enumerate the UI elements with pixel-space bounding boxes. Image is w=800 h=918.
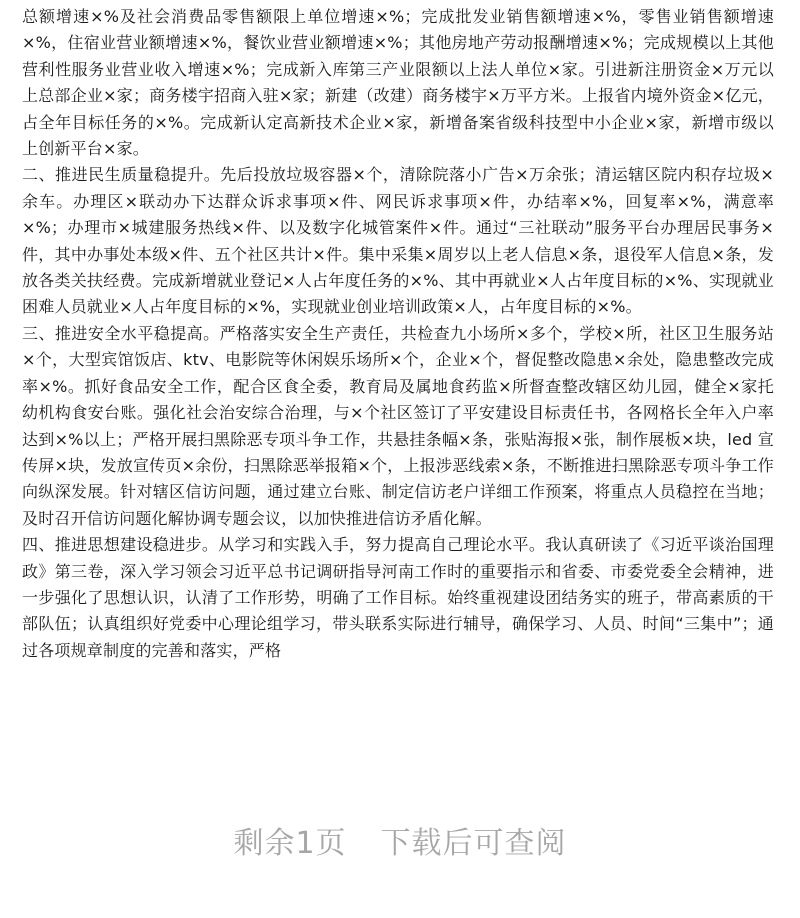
paragraph-livelihood: 二、推进民生质量稳提升。先后投放垃圾容器×个，清除院落小广告×万余张；清运辖区院内积存垃圾×余车。办理区×联动办下达群众诉求事项×件、网民诉求事项×件，办结率×%，回复率×%，满意率×%；办理市×城建服务热线×件、以及数字化城管案件×件。通过“三社联动”服务平台办理居民事务×件，其中办事处本级×件、五个社区共计×件。集中采集×周岁以上老人信息×条，退役军人信息×条，发放各类关扶经费。完成新增就业登记×人占年度任务的×%、其中再就业×人占年度目标的×%、实现就业困难人员就业×人占年度目标的×%，实现就业创业培训政策×人，占年度目标的×%。 <box>22 165 774 317</box>
download-hint-label: 下载后可查阅 <box>380 826 567 861</box>
document-body <box>22 4 774 664</box>
paragraph-ideology: 四、推进思想建设稳进步。从学习和实践入手，努力提高自己理论水平。我认真研读了《习近平谈治国理政》第三卷，深入学习领会习近平总书记调研指导河南工作时的重要指示和省委、市委党委全会精神，进一步强化了思想认识，认清了工作形势，明确了工作目标。始终重视建设团结务实的班子，带高素质的干部队伍；认真组织好党委中心理论组学习，带头联系实际进行辅导，确保学习、人员、时间“三集中”；通过各项规章制度的完善和落实，严格 <box>22 535 774 660</box>
remaining-pages-label: 剩余1页 <box>233 826 347 861</box>
paragraph-safety: 三、推进安全水平稳提高。严格落实安全生产责任，共检查九小场所×多个，学校×所，社区卫生服务站×个，大型宾馆饭店、ktv、电影院等休闲娱乐场所×个，企业×个，督促整改隐患×余处，隐患整改完成率×%。抓好食品安全工作，配合区食全委，教育局及属地食药监×所督查整改辖区幼儿园，健全×家托幼机构食安台账。强化社会治安综合治理，与×个社区签订了平安建设目标责任书，各网格长全年入户率达到×%以上；严格开展扫黑除恶专项斗争工作，共悬挂条幅×条，张贴海报×张，制作展板×块，led 宣传屏×块，发放宣传页×余份，扫黑除恶举报箱×个，上报涉恶线索×条，不断推进扫黑除恶专项斗争工作向纵深发展。针对辖区信访问题，通过建立台账、制定信访老户详细工作预案，将重点人员稳控在当地；及时召开信访问题化解协调专题会议，以加快推进信访矛盾化解。 <box>22 323 774 528</box>
remaining-pages-banner[interactable] <box>0 818 800 862</box>
paragraph-economy: 总额增速×%及社会消费品零售额限上单位增速×%；完成批发业销售额增速×%，零售业销售额增速×%，住宿业营业额增速×%，餐饮业营业额增速×%；其他房地产劳动报酬增速×%；完成规模以上其他营利性服务业营业收入增速×%；完成新入库第三产业限额以上法人单位×家。引进新注册资金×万元以上总部企业×家；商务楼宇招商入驻×家；新建（改建）商务楼宇×万平方米。上报省内境外资金×亿元，占全年目标任务的×%。完成新认定高新技术企业×家，新增备案省级科技型中小企业×家，新增市级以上创新平台×家。 <box>22 7 774 159</box>
